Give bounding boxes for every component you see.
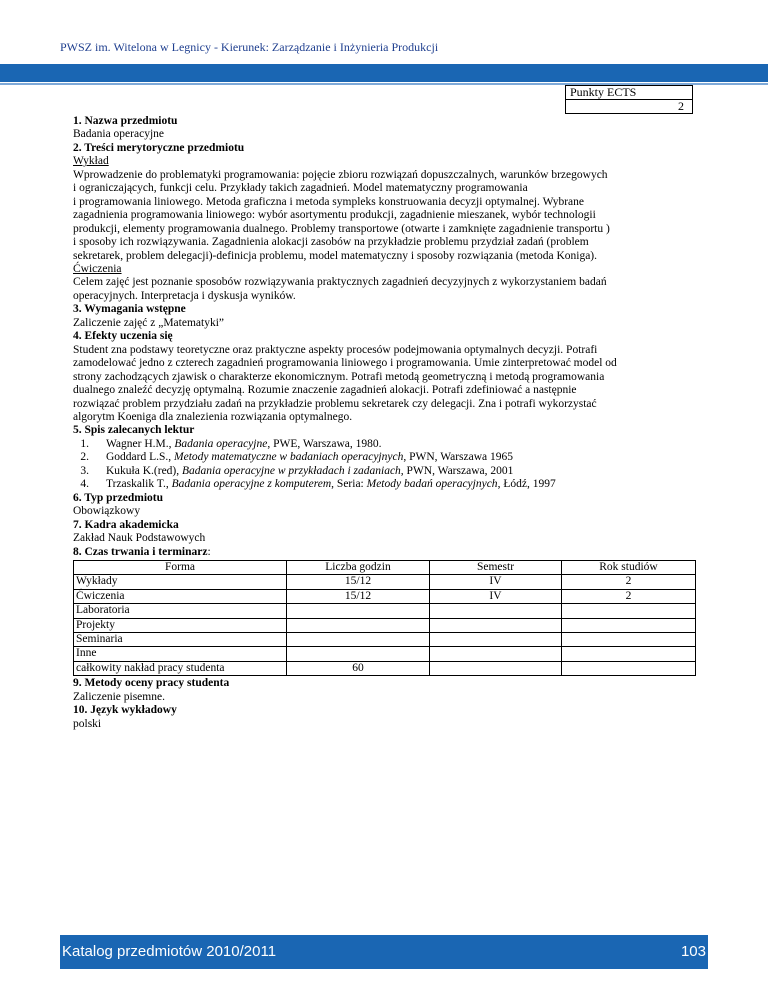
- course-type: Obowiązkowy: [73, 505, 141, 518]
- prerequisites: Zaliczenie zajęć z „Matematyki”: [73, 316, 224, 329]
- reading-list: [73, 438, 694, 492]
- lecture-subheading: Wykład: [73, 155, 109, 168]
- ects-box: [565, 85, 693, 114]
- section-1-heading: 1. Nazwa przedmiotu: [73, 115, 178, 127]
- page-header: PWSZ im. Witelona w Legnicy - Kierunek: Zarządzanie i Inżynieria Produkcji: [60, 40, 439, 54]
- table-row: Wykłady 15/12 IV 2: [74, 575, 696, 589]
- lecture-description: Wprowadzenie do problematyki programowania: pojęcie zbioru rozwiązań dopuszczalnych, warunków brzegowych i ograniczających, funkcji celu. Przykłady takich zagadnień. Model matematyczny programowania i programowania liniowego. Metoda graficzna i metoda sympleks konstruowania decyzji optymalnej. Wybrane zagadnienia programowania liniowego: wybór asortymentu produkcji, zagadnienie mieszanek, wybór technologii produkcji, elementy programowania dualnego. Problemy transportowe (otwarte i zamknięte zagadnienie transportu ) i sposoby ich rozwiązywania. Zagadnienia alokacji zasobów na przykładzie problemu przydział zadań (problem sekretarek, problem delegacji)-definicja problemu, model matematyczny i sposoby rozwiązania (metoda Koniga).: [73, 168, 610, 262]
- exercises-subheading: Ćwiczenia: [73, 262, 122, 275]
- section-3-heading: 3. Wymagania wstępne: [73, 303, 186, 316]
- list-item: 4. Trzaskalik T., Badania operacyjne z komputerem, Seria: Metody badań operacyjnych, Łódź, 1997: [80, 478, 556, 491]
- section-7-heading: 7. Kadra akademicka: [73, 518, 179, 531]
- table-row: Laboratoria: [74, 604, 696, 618]
- section-9-heading: 9. Metody oceny pracy studenta: [73, 677, 230, 690]
- section-2-heading: 2. Treści merytoryczne przedmiotu: [73, 141, 245, 154]
- table-header-row: Forma Liczba godzin Semestr Rok studiów: [74, 560, 696, 574]
- table-row: Projekty: [74, 618, 696, 632]
- table-row: całkowity nakład pracy studenta 60: [74, 661, 696, 675]
- section-4-heading: 4. Efekty uczenia się: [73, 330, 173, 343]
- list-item: 2. Goddard L.S., Metody matematyczne w badaniach operacyjnych, PWN, Warszawa 1965: [80, 451, 514, 464]
- ects-value: 2: [566, 100, 693, 114]
- table-row: Seminaria: [74, 632, 696, 646]
- header-band: [0, 64, 768, 82]
- list-item: 3. Kukuła K.(red), Badania operacyjne w przykładach i zadaniach, PWN, Warszawa, 2001: [80, 464, 514, 477]
- section-8-heading: 8. Czas trwania i terminarz: [73, 545, 208, 558]
- ects-label: Punkty ECTS: [566, 86, 693, 100]
- teaching-language: polski: [73, 717, 102, 730]
- list-item: 1. Wagner H.M., Badania operacyjne, PWE, Warszawa, 1980.: [80, 437, 382, 450]
- catalog-title: Katalog przedmiotów 2010/2011: [62, 943, 277, 960]
- assessment-methods: Zaliczenie pisemne.: [73, 690, 165, 703]
- page-number: 103: [680, 943, 706, 960]
- table-row: Inne: [74, 647, 696, 661]
- section-10-heading: 10. Język wykładowy: [73, 704, 177, 717]
- exercises-description: Celem zajęć jest poznanie sposobów rozwiązywania praktycznych zagadnień decyzyjnych z wykorzystaniem badań operacyjnych. Interpretacja i dyskusja wyników.: [73, 276, 607, 302]
- section-5-heading: 5. Spis zalecanych lektur: [73, 424, 195, 437]
- section-6-heading: 6. Typ przedmiotu: [73, 491, 163, 504]
- academic-staff: Zakład Nauk Podstawowych: [73, 532, 206, 545]
- schedule-table: [73, 560, 696, 676]
- course-content: 1. Nazwa przedmiotu Badania operacyjne 2. Treści merytoryczne przedmiotu Wykład Wprowadzenie do problematyki programowania: pojęcie zbioru rozwiązań dopuszczalnych, warunków brzegowych i ograniczających, funkcji celu. Przykłady takich zagadnień. Model matematyczny programowania i programowania liniowego. Metoda graficzna i metoda sympleks konstruowania decyzji optymalnej. Wybrane zagadnienia programowania liniowego: wybór asortymentu produkcji, zagadnienie mieszanek, wybór technologii produkcji, elementy programowania dualnego. Problemy transportowe (otwarte i zamknięte zagadnienie transportu ) i sposoby ich rozwiązywania. Zagadnienia alokacji zasobów na przykładzie problemu przydział zadań (problem sekretarek, problem delegacji)-definicja problemu, model matematyczny i sposoby rozwiązania (metoda Koniga). Ćwiczenia Celem zajęć jest poznanie sposobów rozwiązywania praktycznych zagadnień decyzyjnych z wykorzystaniem badań operacyjnych. Interpretacja i dyskusja wyników. 3. Wymagania wstępne Zaliczenie zajęć z „Matematyki” 4. Efekty uczenia się Student zna podstawy teoretyczne oraz praktyczne aspekty procesów podejmowania optymalnych decyzji. Potrafi zamodelować jedno z czterech zagadnień programowania liniowego i programowania. Umie zinterpretować model od strony zachodzących zjawisk o charakterze ekonomicznym. Potrafi metodą geometryczną i metodą programowania dualnego znaleźć decyzję optymalną. Rozumie znaczenie zagadnień alokacji. Potrafi zdefiniować a następnie rozwiązać problem przydziału zadań na przykładzie problemu sekretarek czy delegacji. Zna i potrafi wykorzystać algorytm Koeniga dla znalezienia rozwiązania optymalnego. 5. Spis zalecanych lektur 1. Wagner H.M., Badania operacyjne, PWE, Warszawa, 1980. 2. Goddard L.S., Metody matematyczne w badaniach operacyjnych, PWN, Warszawa 1965 3. Kukuła K.(red), Badania operacyjne w przykładach i zadaniach, PWN, Warszawa, 2001 4. Trzaskalik T., Badania operacyjne z komputerem, Seria: Metody badań operacyjnych, Łódź, 1997 6. Typ przedmiotu Obowiązkowy 7. Kadra akademicka Zakład Nauk Podstawowych 8. Czas trwania i terminarz: Forma Liczba godzin Semestr Rok studiów Wykłady 15/12 IV 2 Ćwiczenia 15/12 IV 2 Laboratoria Projekty Seminaria Inne całkowity nakład pracy studenta 60 9. Metody oceny pracy studenta Zaliczenie pisemne. 10. Język wykładowy polski: [73, 115, 694, 731]
- course-name: Badania operacyjne: [73, 128, 164, 141]
- learning-outcomes: Student zna podstawy teoretyczne oraz praktyczne aspekty procesów podejmowania optymalnych decyzji. Potrafi zamodelować jedno z czterech zagadnień programowania liniowego i programowania. Umie zinterpretować model od strony zachodzących zjawisk o charakterze ekonomicznym. Potrafi metodą geometryczną i metodą programowania dualnego znaleźć decyzję optymalną. Rozumie znaczenie zagadnień alokacji. Potrafi zdefiniować a następnie rozwiązać problem przydziału zadań na przykładzie problemu sekretarek czy delegacji. Zna i potrafi wykorzystać algorytm Koeniga dla znalezienia rozwiązania optymalnego.: [73, 343, 617, 423]
- footer-bar: [60, 935, 708, 969]
- table-row: Ćwiczenia 15/12 IV 2: [74, 589, 696, 603]
